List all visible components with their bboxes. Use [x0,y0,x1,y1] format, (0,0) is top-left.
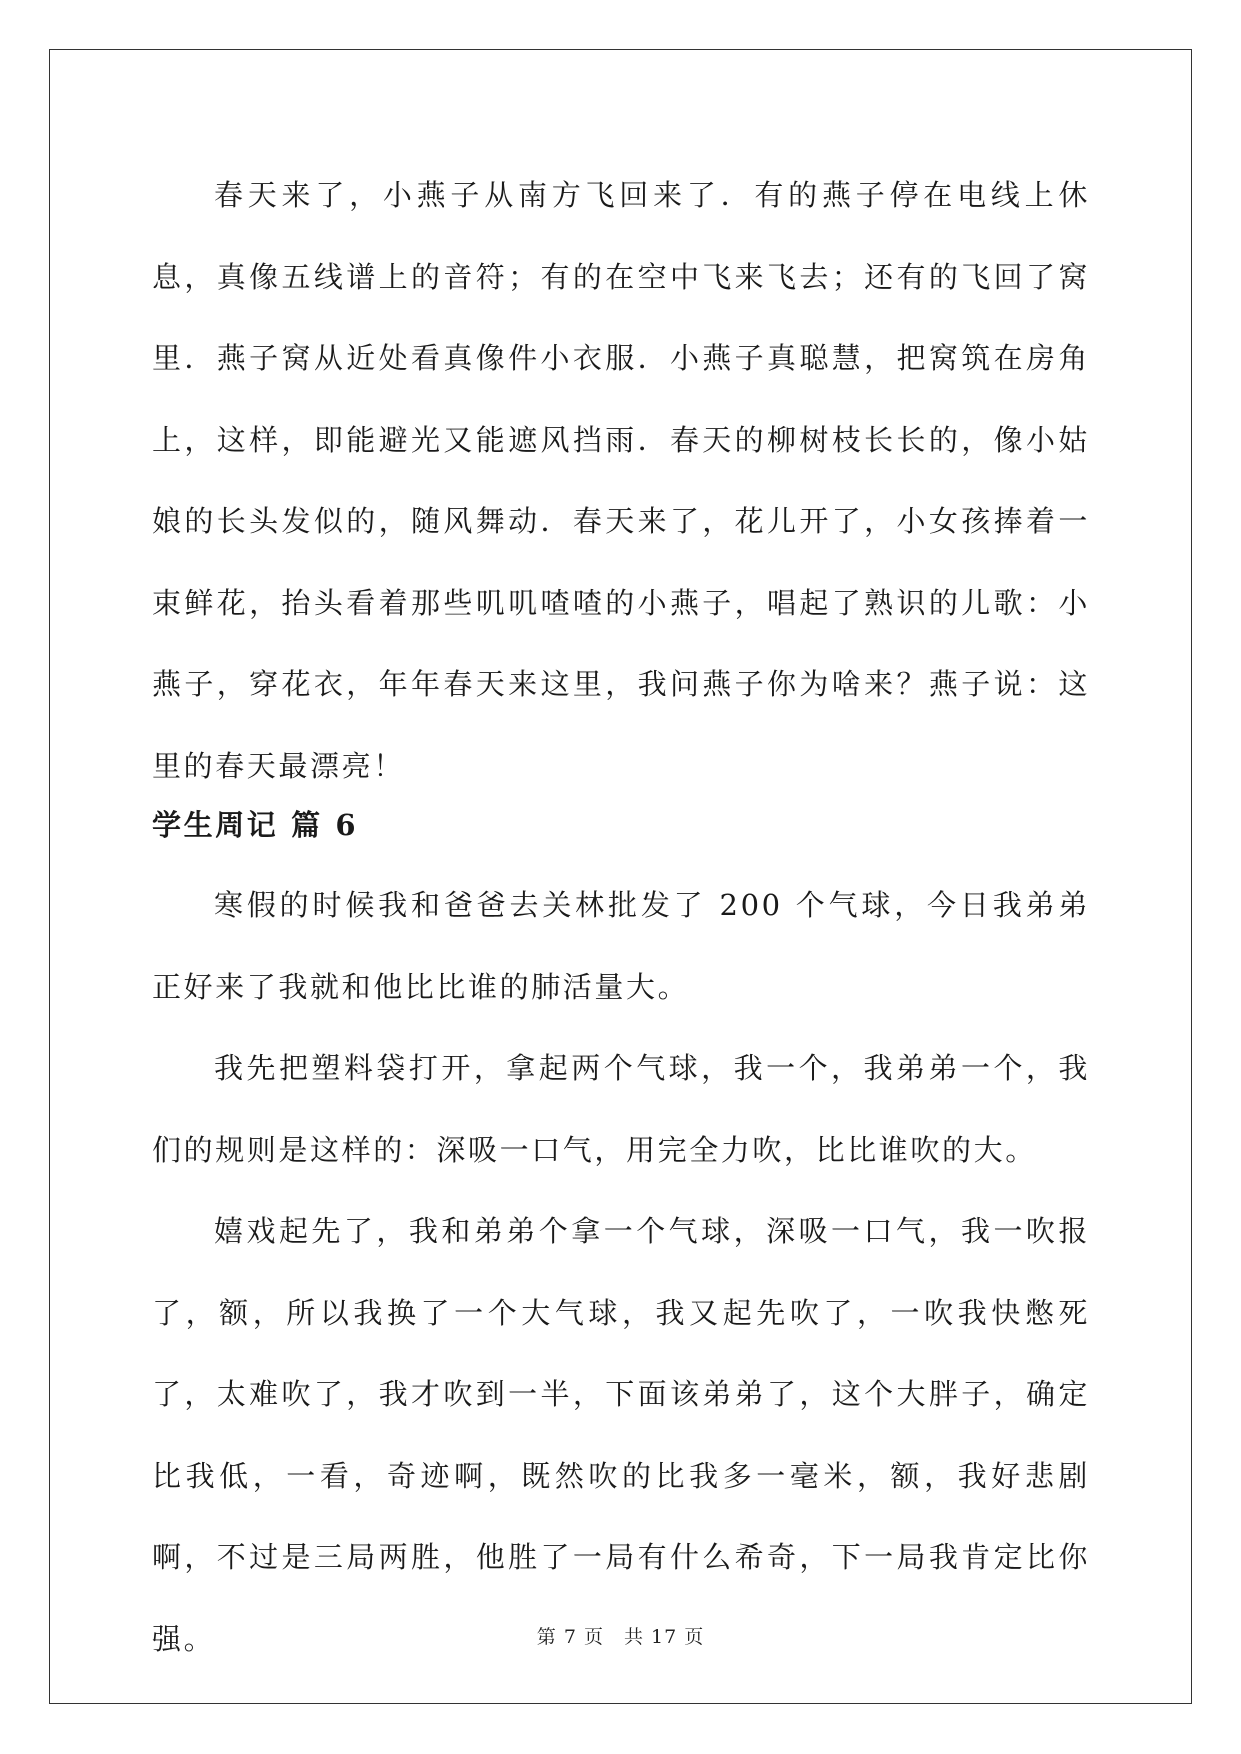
paragraph-balloons-game: 嬉戏起先了，我和弟弟个拿一个气球，深吸一口气，我一吹报了，额，所以我换了一个大气球，我又起先吹了，一吹我快憋死了，太难吹了，我才吹到一半，下面该弟弟了，这个大胖子，确定比我低，一看，奇迹啊，既然吹的比我多一毫米，额，我好悲剧啊，不过是三局两胜，他胜了一局有什么希奇，下一局我肯定比你强。 [152,1214,1090,1656]
current-page-number: 第 7 页 [536,1626,604,1648]
document-body [152,155,1090,1680]
paragraph-spring-swallows: 春天来了，小燕子从南方飞回来了．有的燕子停在电线上休息，真像五线谱上的音符；有的在空中飞来飞去；还有的飞回了窝里．燕子窝从近处看真像件小衣服．小燕子真聪慧，把窝筑在房角上，这样，即能避光又能遮风挡雨．春天的柳树枝长长的，像小姑娘的长头发似的，随风舞动．春天来了，花儿开了，小女孩捧着一束鲜花，抬头看着那些叽叽喳喳的小燕子，唱起了熟识的儿歌：小燕子，穿花衣，年年春天来这里，我问燕子你为啥来？燕子说：这里的春天最漂亮！ [152,178,1090,783]
paragraph-balloons-rules: 我先把塑料袋打开，拿起两个气球，我一个，我弟弟一个，我们的规则是这样的：深吸一口气，用完全力吹，比比谁吹的大。 [152,1051,1090,1167]
page-footer [0,1622,1241,1649]
section-heading: 学生周记 篇 6 [152,808,359,842]
total-page-count: 共 17 页 [623,1626,705,1648]
paragraph-balloons-intro: 寒假的时候我和爸爸去关林批发了 200 个气球，今日我弟弟正好来了我就和他比比谁的肺活量大。 [152,888,1090,1004]
